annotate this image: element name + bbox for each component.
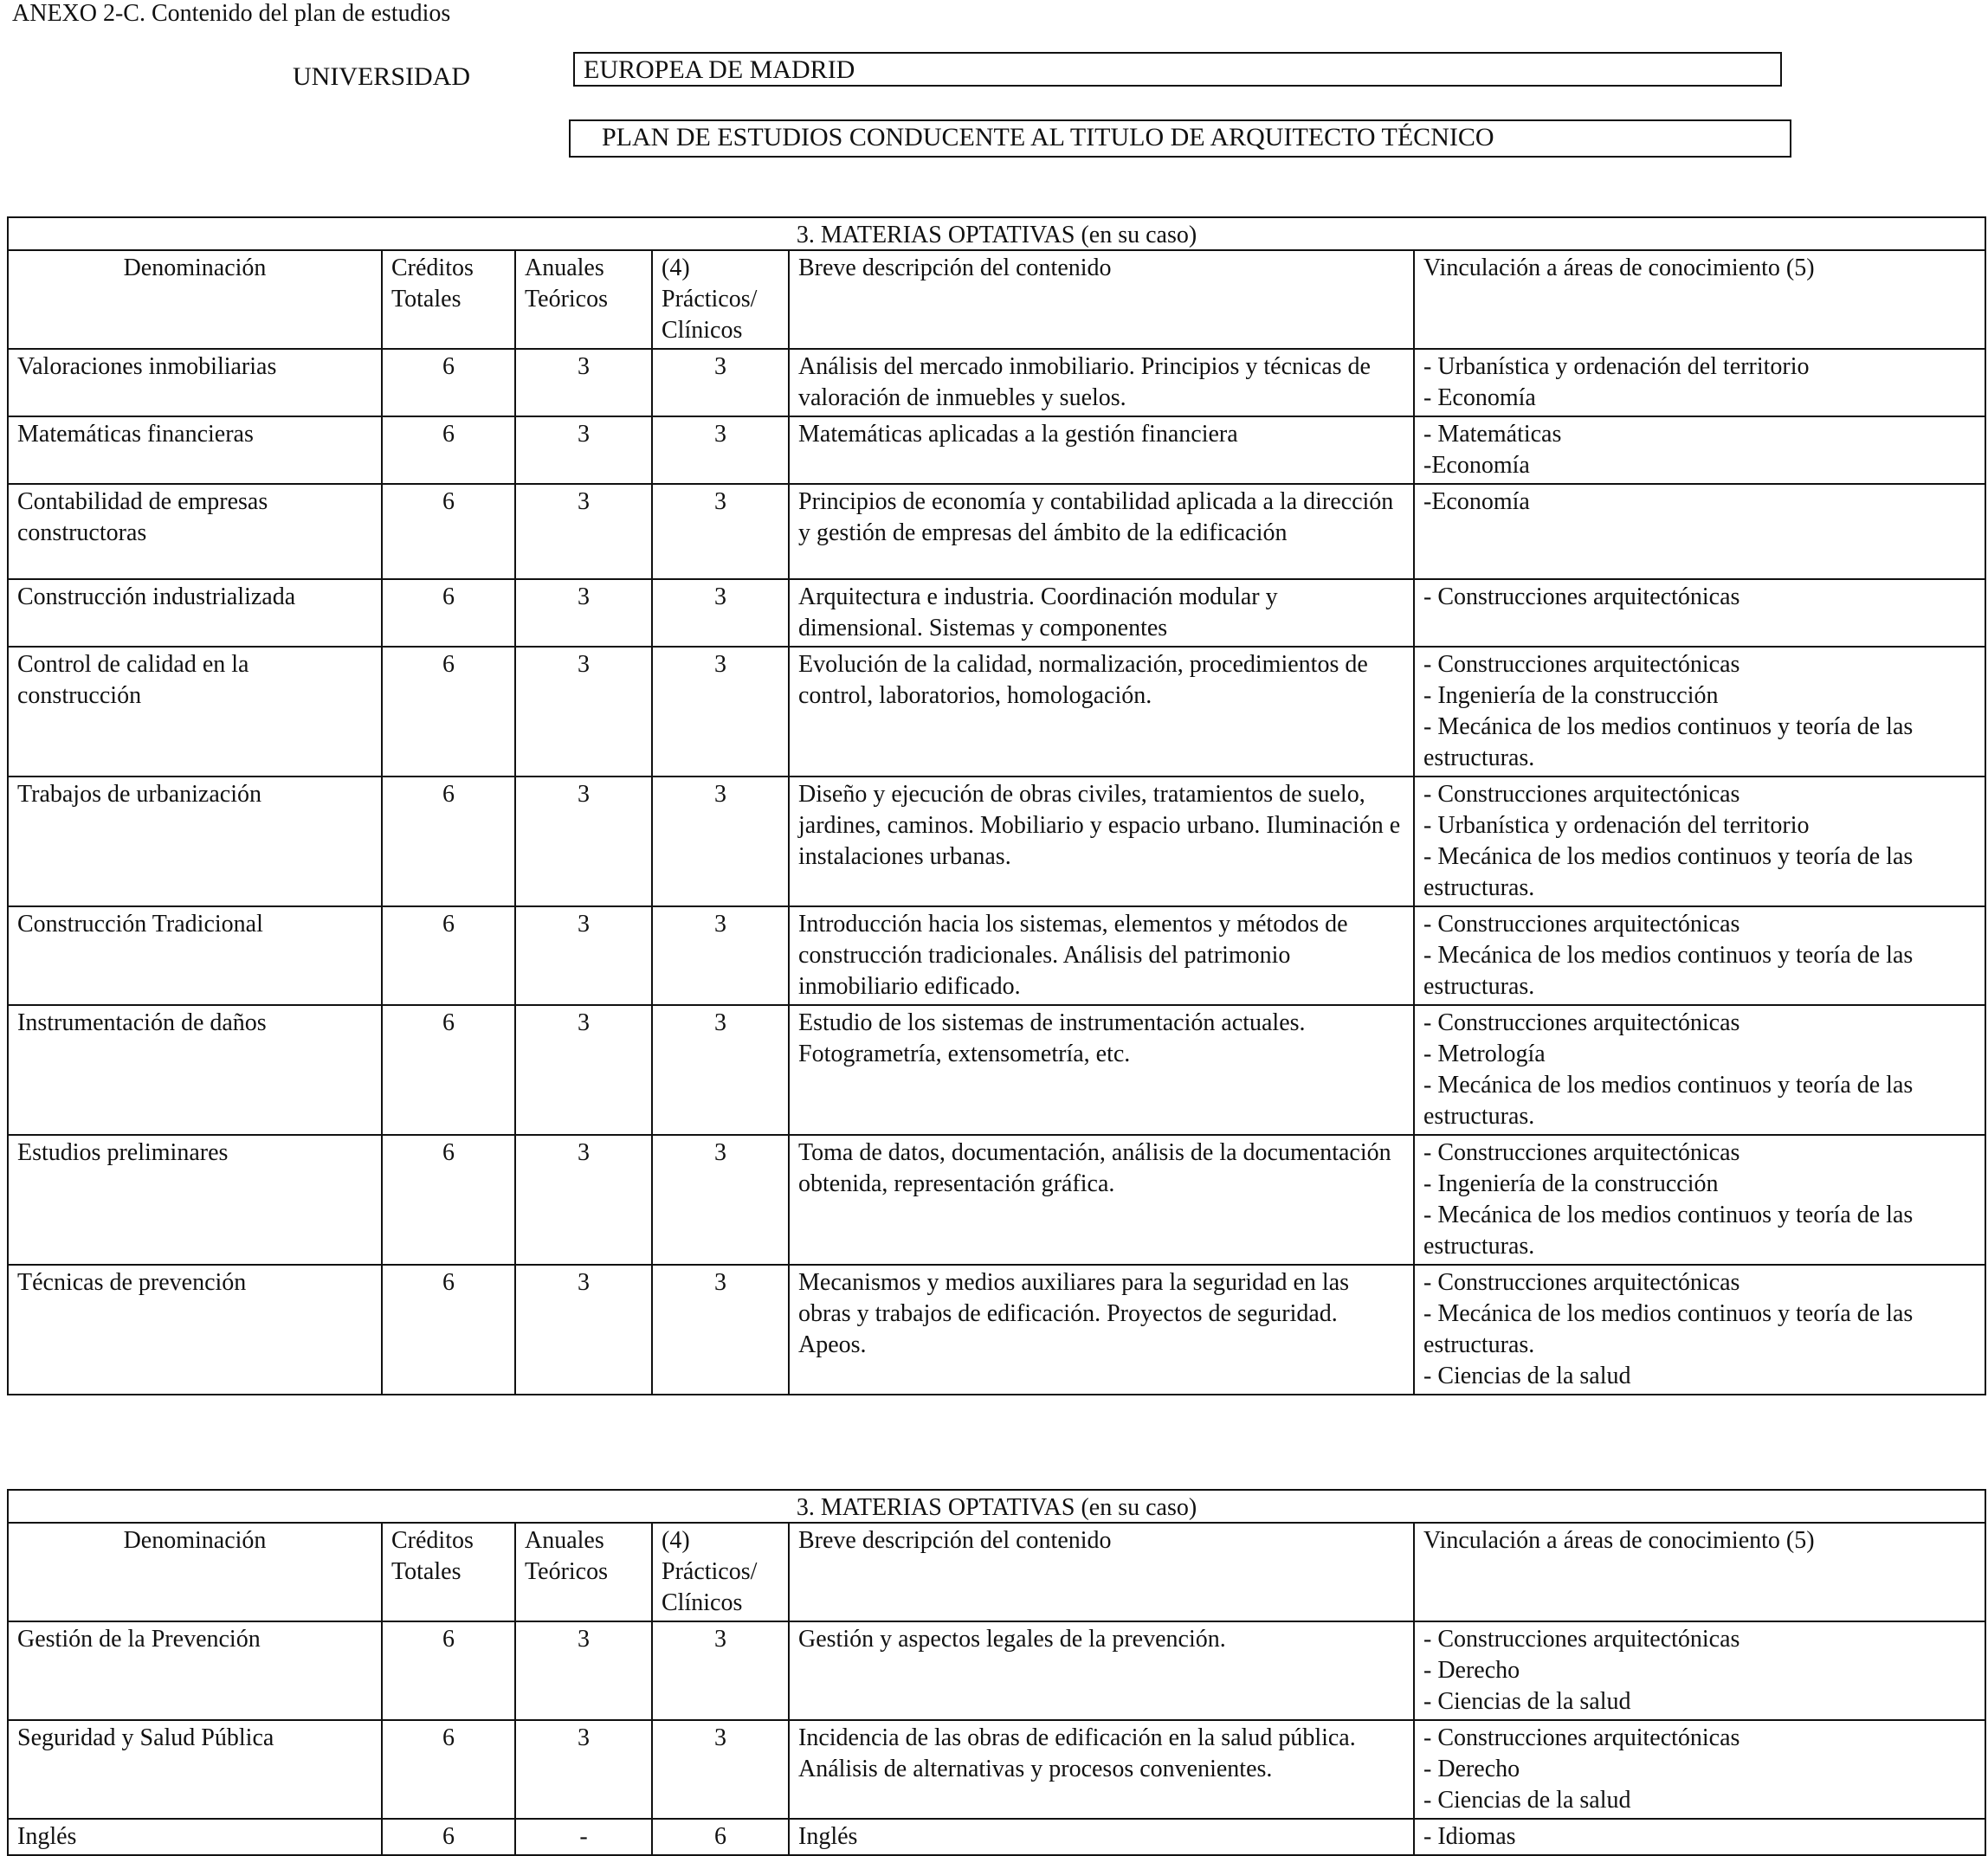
table-row	[8, 579, 1985, 647]
header-anuales: Anuales Teóricos	[515, 250, 652, 349]
practicos-cell: 3	[652, 579, 789, 647]
area-item: - Construcciones arquitectónicas	[1423, 1724, 1740, 1751]
annex-title: ANEXO 2-C. Contenido del plan de estudios	[12, 0, 451, 27]
area-item: - Metrología	[1423, 1041, 1546, 1067]
vinculacion-cell	[1414, 647, 1985, 777]
denominacion-cell: Técnicas de prevención	[8, 1265, 382, 1395]
table-row	[8, 1005, 1985, 1135]
area-item: -Economía	[1423, 488, 1530, 515]
denominacion-cell: Inglés	[8, 1819, 382, 1855]
table-title: 3. MATERIAS OPTATIVAS (en su caso)	[8, 1490, 1985, 1523]
denominacion-cell: Construcción Tradicional	[8, 906, 382, 1005]
area-item: - Mecánica de los medios continuos y teoría de las estructuras.	[1423, 1300, 1914, 1358]
area-item: - Construcciones arquitectónicas	[1423, 911, 1740, 938]
descripcion-cell: Gestión y aspectos legales de la prevención.	[789, 1621, 1414, 1720]
area-item: - Mecánica de los medios continuos y teoría de las estructuras.	[1423, 942, 1914, 1000]
vinculacion-cell	[1414, 1819, 1985, 1855]
table-row	[8, 647, 1985, 777]
area-item: - Mecánica de los medios continuos y teoría de las estructuras.	[1423, 1202, 1914, 1260]
descripcion-cell: Introducción hacia los sistemas, elementos y métodos de construcción tradicionales. Análisis del patrimonio inmobiliario edificado.	[789, 906, 1414, 1005]
area-item: - Construcciones arquitectónicas	[1423, 1269, 1740, 1296]
descripcion-cell: Estudio de los sistemas de instrumentación actuales. Fotogrametría, extensometría, etc.	[789, 1005, 1414, 1135]
university-name-box	[573, 52, 1782, 87]
area-item: - Ingeniería de la construcción	[1423, 1170, 1719, 1197]
area-item: - Ciencias de la salud	[1423, 1688, 1631, 1715]
creditos-cell: 6	[382, 906, 515, 1005]
descripcion-cell: Diseño y ejecución de obras civiles, tratamientos de suelo, jardines, caminos. Mobiliario y espacio urbano. Iluminación e instalaciones urbanas.	[789, 777, 1414, 906]
denominacion-cell: Control de calidad en la construcción	[8, 647, 382, 777]
vinculacion-cell	[1414, 906, 1985, 1005]
practicos-cell: 6	[652, 1819, 789, 1855]
table-title: 3. MATERIAS OPTATIVAS (en su caso)	[8, 217, 1985, 250]
area-item: - Urbanística y ordenación del territorio	[1423, 353, 1810, 380]
creditos-cell: 6	[382, 484, 515, 579]
practicos-cell: 3	[652, 416, 789, 484]
table-row	[8, 1265, 1985, 1395]
teoricos-cell: 3	[515, 349, 652, 416]
creditos-cell: 6	[382, 647, 515, 777]
vinculacion-cell	[1414, 349, 1985, 416]
practicos-cell: 3	[652, 1135, 789, 1265]
table-row	[8, 777, 1985, 906]
table-row	[8, 1621, 1985, 1720]
area-item: - Construcciones arquitectónicas	[1423, 583, 1740, 610]
teoricos-cell: 3	[515, 906, 652, 1005]
descripcion-cell: Incidencia de las obras de edificación en la salud pública. Análisis de alternativas y procesos convenientes.	[789, 1720, 1414, 1819]
descripcion-cell: Matemáticas aplicadas a la gestión financiera	[789, 416, 1414, 484]
table-row	[8, 1135, 1985, 1265]
descripcion-cell: Principios de economía y contabilidad aplicada a la dirección y gestión de empresas del ámbito de la edificación	[789, 484, 1414, 579]
table-header-row	[8, 1523, 1985, 1621]
area-item: - Construcciones arquitectónicas	[1423, 1009, 1740, 1036]
teoricos-cell: 3	[515, 1135, 652, 1265]
descripcion-cell: Evolución de la calidad, normalización, procedimientos de control, laboratorios, homologación.	[789, 647, 1414, 777]
practicos-cell: 3	[652, 647, 789, 777]
descripcion-cell: Mecanismos y medios auxiliares para la seguridad en las obras y trabajos de edificación. Proyectos de seguridad. Apeos.	[789, 1265, 1414, 1395]
vinculacion-cell	[1414, 1265, 1985, 1395]
table-row	[8, 349, 1985, 416]
header-descripcion: Breve descripción del contenido	[789, 1523, 1414, 1621]
materias-optativas-table-2	[7, 1489, 1986, 1856]
teoricos-cell: 3	[515, 1621, 652, 1720]
creditos-cell: 6	[382, 1135, 515, 1265]
teoricos-cell: 3	[515, 1720, 652, 1819]
practicos-cell: 3	[652, 1265, 789, 1395]
area-item: -Economía	[1423, 452, 1530, 479]
denominacion-cell: Contabilidad de empresas constructoras	[8, 484, 382, 579]
practicos-cell: 3	[652, 484, 789, 579]
table-row	[8, 484, 1985, 579]
vinculacion-cell	[1414, 484, 1985, 579]
header-vinculacion: Vinculación a áreas de conocimiento (5)	[1414, 250, 1985, 349]
area-item: - Ingeniería de la construcción	[1423, 682, 1719, 709]
header-anuales: Anuales Teóricos	[515, 1523, 652, 1621]
area-item: - Derecho	[1423, 1657, 1520, 1684]
teoricos-cell: 3	[515, 484, 652, 579]
practicos-cell: 3	[652, 1621, 789, 1720]
area-item: - Economía	[1423, 384, 1536, 411]
teoricos-cell: 3	[515, 579, 652, 647]
table-row	[8, 416, 1985, 484]
practicos-cell: 3	[652, 906, 789, 1005]
teoricos-cell: 3	[515, 416, 652, 484]
table-title-row	[8, 217, 1985, 250]
denominacion-cell: Estudios preliminares	[8, 1135, 382, 1265]
header-practicos: (4) Prácticos/ Clínicos	[652, 250, 789, 349]
area-item: - Mecánica de los medios continuos y teoría de las estructuras.	[1423, 713, 1914, 771]
denominacion-cell: Trabajos de urbanización	[8, 777, 382, 906]
vinculacion-cell	[1414, 1135, 1985, 1265]
header-vinculacion: Vinculación a áreas de conocimiento (5)	[1414, 1523, 1985, 1621]
university-name: EUROPEA DE MADRID	[584, 55, 855, 84]
practicos-cell: 3	[652, 1720, 789, 1819]
creditos-cell: 6	[382, 777, 515, 906]
creditos-cell: 6	[382, 1819, 515, 1855]
denominacion-cell: Matemáticas financieras	[8, 416, 382, 484]
table-2-body	[8, 1621, 1985, 1855]
area-item: - Construcciones arquitectónicas	[1423, 651, 1740, 678]
denominacion-cell: Instrumentación de daños	[8, 1005, 382, 1135]
university-label: UNIVERSIDAD	[293, 62, 470, 91]
descripcion-cell: Inglés	[789, 1819, 1414, 1855]
header-creditos: Créditos Totales	[382, 250, 515, 349]
descripcion-cell: Arquitectura e industria. Coordinación modular y dimensional. Sistemas y componentes	[789, 579, 1414, 647]
denominacion-cell: Valoraciones inmobiliarias	[8, 349, 382, 416]
area-item: - Matemáticas	[1423, 421, 1562, 448]
denominacion-cell: Gestión de la Prevención	[8, 1621, 382, 1720]
creditos-cell: 6	[382, 1621, 515, 1720]
vinculacion-cell	[1414, 416, 1985, 484]
area-item: - Mecánica de los medios continuos y teoría de las estructuras.	[1423, 843, 1914, 901]
vinculacion-cell	[1414, 777, 1985, 906]
area-item: - Mecánica de los medios continuos y teoría de las estructuras.	[1423, 1072, 1914, 1130]
table-row	[8, 1819, 1985, 1855]
area-item: - Urbanística y ordenación del territorio	[1423, 812, 1810, 839]
table-1-body	[8, 349, 1985, 1395]
practicos-cell: 3	[652, 349, 789, 416]
area-item: - Construcciones arquitectónicas	[1423, 1626, 1740, 1653]
creditos-cell: 6	[382, 1720, 515, 1819]
table-row	[8, 906, 1985, 1005]
teoricos-cell: 3	[515, 1265, 652, 1395]
vinculacion-cell	[1414, 1720, 1985, 1819]
table-header-row	[8, 250, 1985, 349]
denominacion-cell: Construcción industrializada	[8, 579, 382, 647]
area-item: - Ciencias de la salud	[1423, 1363, 1631, 1389]
vinculacion-cell	[1414, 579, 1985, 647]
area-item: - Construcciones arquitectónicas	[1423, 1139, 1740, 1166]
header-denominacion: Denominación	[8, 250, 382, 349]
creditos-cell: 6	[382, 579, 515, 647]
creditos-cell: 6	[382, 1005, 515, 1135]
denominacion-cell: Seguridad y Salud Pública	[8, 1720, 382, 1819]
practicos-cell: 3	[652, 1005, 789, 1135]
vinculacion-cell	[1414, 1621, 1985, 1720]
teoricos-cell: 3	[515, 647, 652, 777]
area-item: - Ciencias de la salud	[1423, 1787, 1631, 1814]
creditos-cell: 6	[382, 416, 515, 484]
plan-title: PLAN DE ESTUDIOS CONDUCENTE AL TITULO DE ARQUITECTO TÉCNICO	[602, 123, 1494, 151]
teoricos-cell: 3	[515, 1005, 652, 1135]
practicos-cell: 3	[652, 777, 789, 906]
header-practicos: (4) Prácticos/ Clínicos	[652, 1523, 789, 1621]
teoricos-cell: -	[515, 1819, 652, 1855]
area-item: - Construcciones arquitectónicas	[1423, 781, 1740, 808]
creditos-cell: 6	[382, 1265, 515, 1395]
plan-title-box	[569, 119, 1791, 158]
header-creditos: Créditos Totales	[382, 1523, 515, 1621]
table-row	[8, 1720, 1985, 1819]
creditos-cell: 6	[382, 349, 515, 416]
area-item: - Derecho	[1423, 1756, 1520, 1782]
area-item: - Idiomas	[1423, 1823, 1516, 1850]
descripcion-cell: Análisis del mercado inmobiliario. Principios y técnicas de valoración de inmuebles y suelos.	[789, 349, 1414, 416]
header-descripcion: Breve descripción del contenido	[789, 250, 1414, 349]
descripcion-cell: Toma de datos, documentación, análisis de la documentación obtenida, representación gráfica.	[789, 1135, 1414, 1265]
table-title-row	[8, 1490, 1985, 1523]
materias-optativas-table-1	[7, 216, 1986, 1395]
teoricos-cell: 3	[515, 777, 652, 906]
vinculacion-cell	[1414, 1005, 1985, 1135]
header-denominacion: Denominación	[8, 1523, 382, 1621]
